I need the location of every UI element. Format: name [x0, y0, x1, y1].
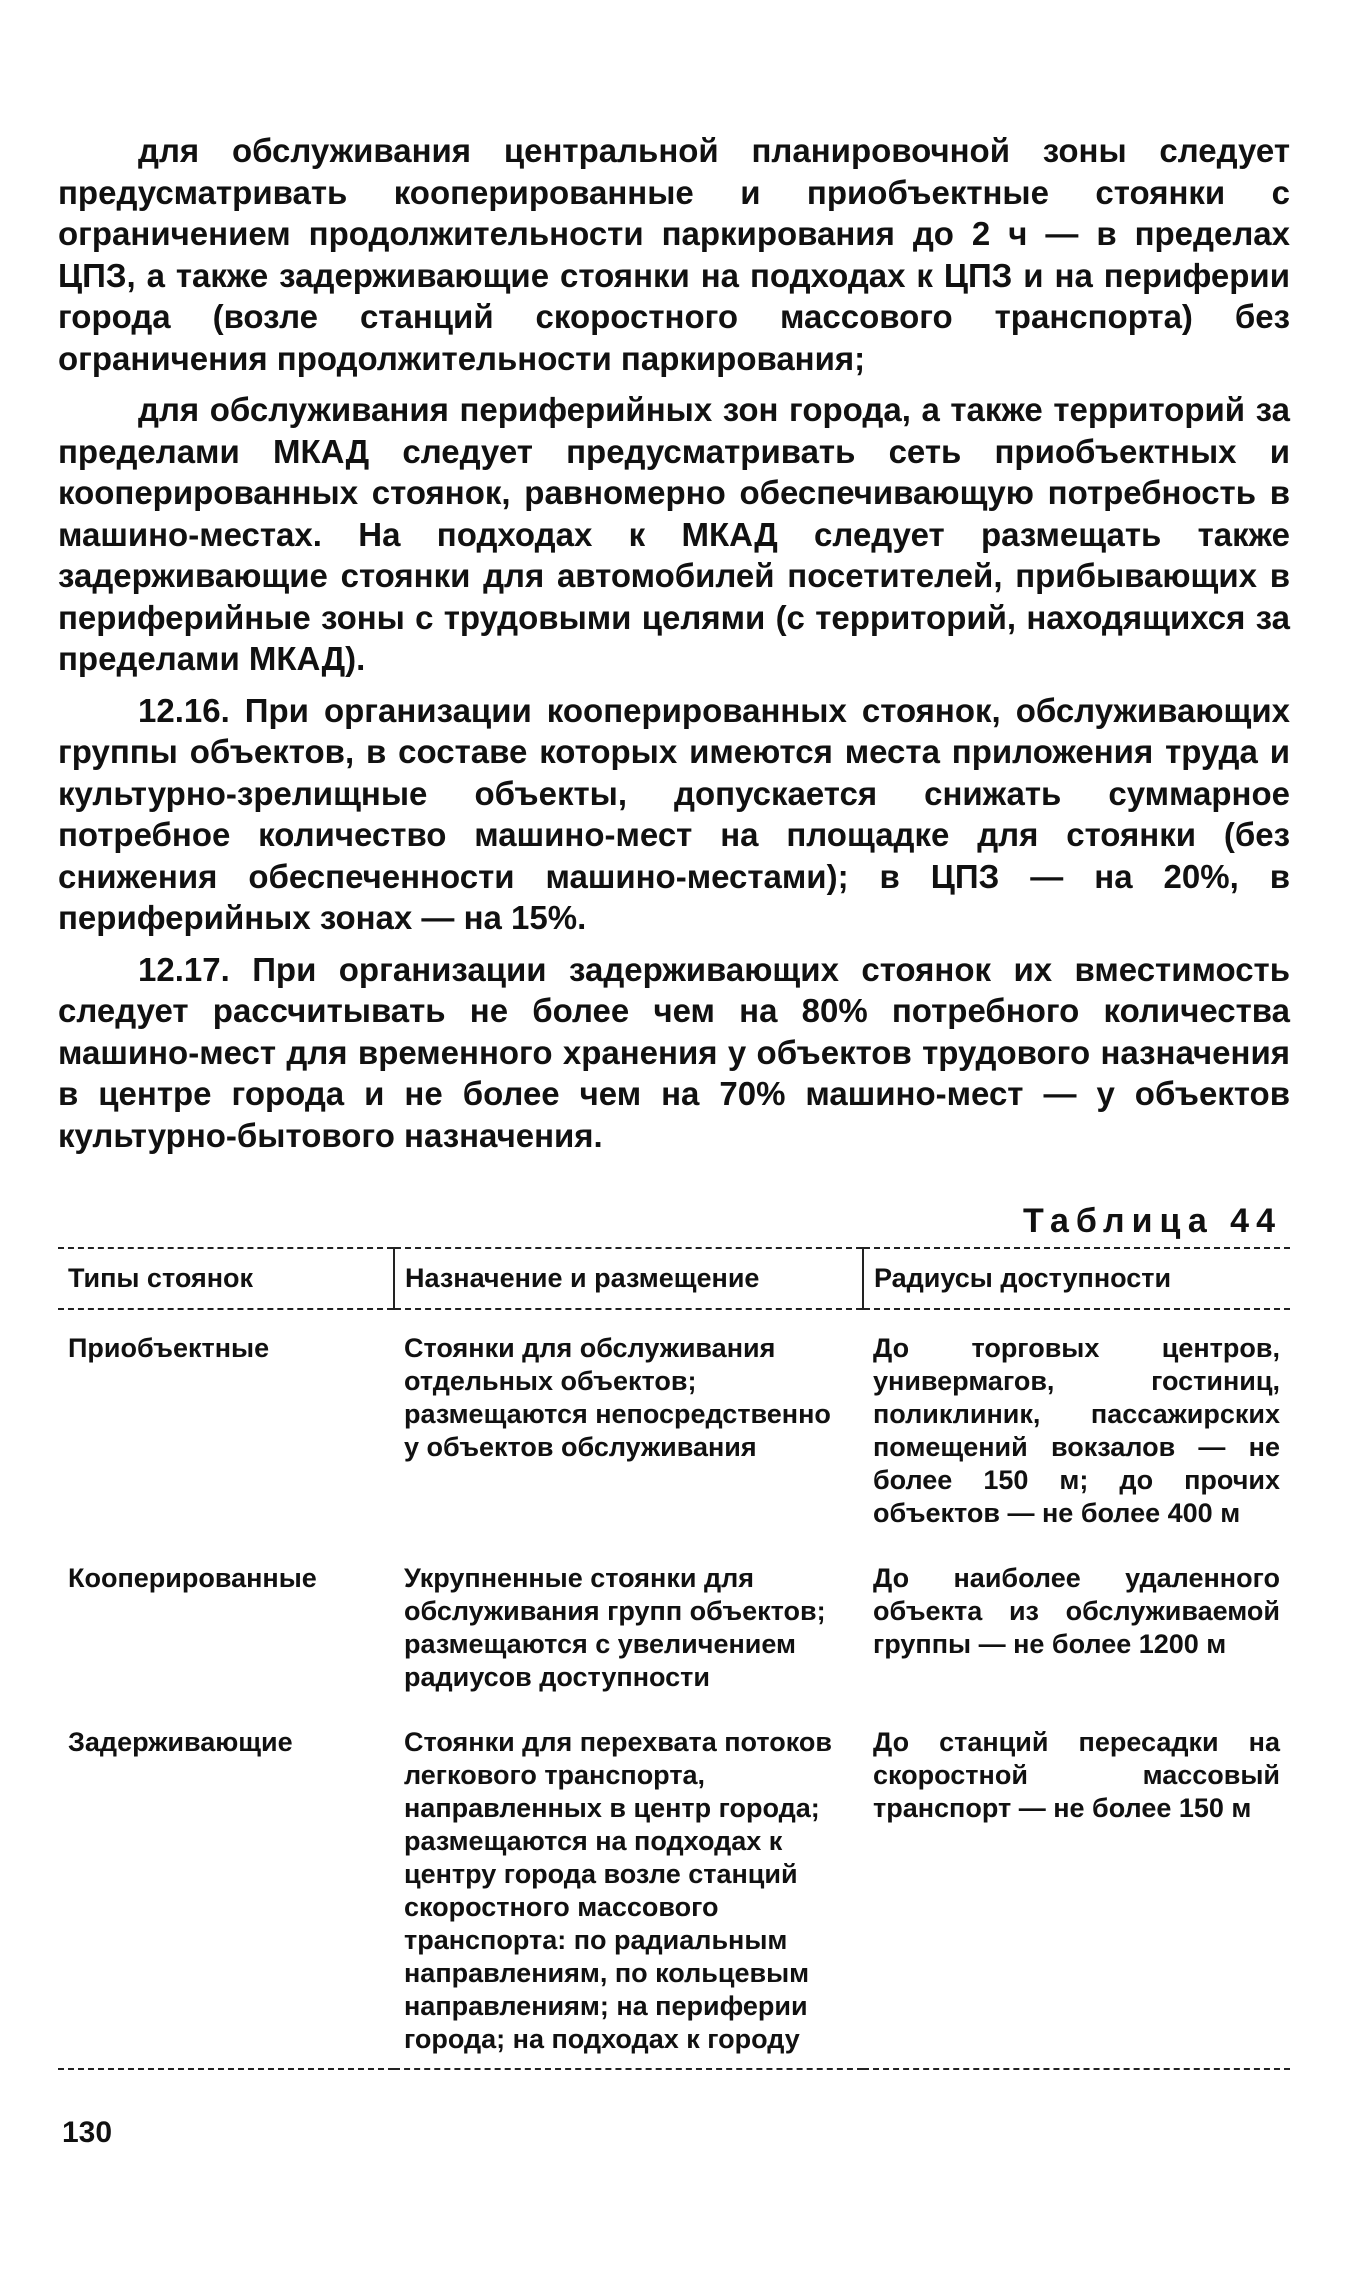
parking-types-table: [58, 1247, 1290, 2070]
table-row: [58, 1552, 1290, 1716]
table-row: [58, 1716, 1290, 2069]
cell-purpose: Стоянки для перехвата потоков легкового транспорта, направленных в центр города; размещаются на подходах к центру города возле станций скоростного массового транспорта: по радиальным направлениям, по кольцевым направлениям; на периферии города; на подходах к городу: [394, 1716, 863, 2069]
paragraph-number: 12.16.: [138, 691, 230, 729]
paragraph-peripheral-zones: [58, 389, 1290, 680]
cell-purpose: Стоянки для обслуживания отдельных объектов; размещаются непосредственно у объектов обслуживания: [404, 1333, 831, 1462]
paragraph-text: для обслуживания центральной планировочной зоны следует предусматривать кооперированные и приобъектные стоянки с ограничением продолжительности паркирования до 2 ч — в пределах ЦПЗ, а также задерживающие стоянки на подходах к ЦПЗ и на периферии города (возле станций скоростного массового транспорта) без ограничения продолжительности паркирования;: [58, 132, 1290, 377]
cell-radius: До станций пересадки на скоростной массовый транспорт — не более 150 м: [863, 1716, 1290, 2069]
cell-type: Приобъектные: [68, 1333, 270, 1363]
cell-type: Кооперированные: [68, 1563, 317, 1593]
header-purpose-placement: Назначение и размещение: [394, 1248, 863, 1309]
table-header-row: [58, 1248, 1290, 1309]
paragraph-12-17: [58, 949, 1290, 1157]
cell-radius: До наиболее удаленного объекта из обслуживаемой группы — не более 1200 м: [873, 1563, 1280, 1659]
header-accessibility-radius: Радиусы доступности: [863, 1248, 1290, 1309]
paragraph-text: для обслуживания периферийных зон города, а также территорий за пределами МКАД следует предусматривать сеть приобъектных и кооперированных стоянок, равномерно обеспечивающую потребность в машино-местах. На подходах к МКАД следует размещать также задерживающие стоянки для автомобилей посетителей, прибывающих в периферийные зоны с трудовыми целями (с территорий, находящихся за пределами МКАД).: [58, 391, 1290, 677]
cell-radius: До торговых центров, универмагов, гостиниц, поликлиник, пассажирских помещений вокзалов — не более 150 м; до прочих объектов — не более 400 м: [873, 1333, 1280, 1528]
paragraph-text: При организации задерживающих стоянок их вместимость следует рассчитывать не более чем на 80% потребного количества машино-мест для временного хранения у объектов трудового назначения в центре города и не более чем на 70% машино-мест — у объектов культурно-бытового назначения.: [58, 950, 1290, 1154]
header-parking-types: Типы стоянок: [58, 1248, 394, 1309]
paragraph-12-16: [58, 690, 1290, 939]
cell-purpose: Укрупненные стоянки для обслуживания групп объектов; размещаются с увеличением радиусов доступности: [404, 1563, 826, 1692]
table-row: [58, 1309, 1290, 1552]
page-number: 130: [62, 2116, 113, 2149]
paragraph-number: 12.17.: [138, 950, 230, 988]
paragraph-text: При организации кооперированных стоянок, обслуживающих группы объектов, в составе которых имеются места приложения труда и культурно-зрелищные объекты, допускается снижать суммарное потребное количество машино-мест на площадке для стоянки (без снижения обеспеченности машино-местами); в ЦПЗ — на 20%, в периферийных зонах — на 15%.: [58, 691, 1291, 936]
cell-type: Задерживающие: [58, 1716, 394, 2069]
paragraph-central-zone: [58, 130, 1290, 379]
table-caption: Таблица 44: [1023, 1202, 1282, 1240]
page-content: [58, 130, 1290, 2070]
